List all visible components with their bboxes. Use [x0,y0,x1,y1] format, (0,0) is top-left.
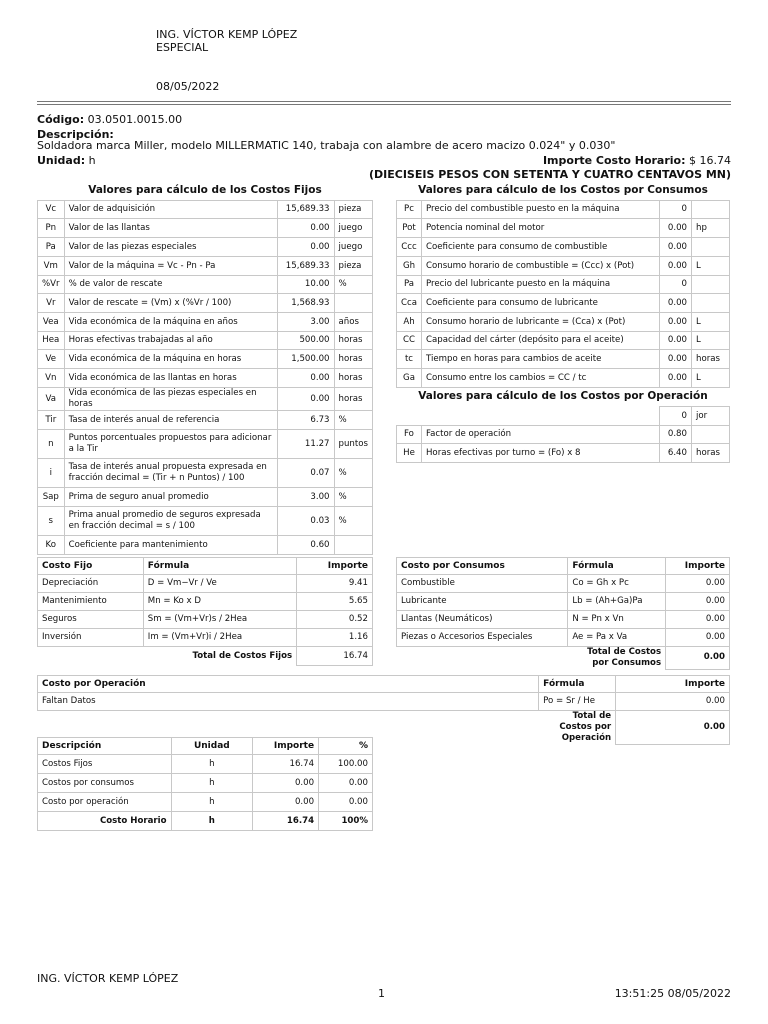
cost-formula: Lb = (Ah+Ga)Pa [568,593,666,611]
symbol: Ga [397,369,422,388]
costo-consumo-header-formula: Fórmula [568,558,666,575]
description: Consumo horario de combustible = (Ccc) x (Pot) [422,257,660,276]
cost-name: Seguros [38,611,144,629]
consumos-row [397,276,730,294]
costo_consumo-row [397,575,730,593]
header-subtitle: ESPECIAL [156,41,209,54]
value: 0.03 [277,507,334,536]
description: Potencia nominal del motor [422,219,660,238]
cost-importe: 1.16 [297,629,373,647]
resumen-pct: 100.00 [319,755,373,774]
codigo-label: Código: [37,113,85,126]
description: Valor de rescate = (Vm) x (%Vr / 100) [64,294,277,313]
operacion-row [397,426,730,444]
footer-page: 1 [378,987,385,1000]
unidad-row [37,154,96,167]
value: 6.73 [277,411,334,430]
unit: años [334,313,372,332]
resumen-total-pct: 100% [319,812,373,831]
symbol: Ah [397,313,422,332]
unit: % [334,488,372,507]
costo-consumo-header-name: Costo por Consumos [397,558,568,575]
costo-operacion-header-name: Costo por Operación [38,676,539,693]
description: Vida económica de las piezas especiales en horas [64,388,277,411]
unit [692,238,730,257]
costo_consumo-row [397,611,730,629]
value: 15,689.33 [277,201,334,219]
costo-consumo-table [396,557,730,670]
consumos-row [397,219,730,238]
costo_fijo-row [38,575,373,593]
total-label: Total de Costos por Operación [559,711,612,743]
symbol: Fo [397,426,422,444]
value: 10.00 [277,276,334,294]
symbol: tc [397,350,422,369]
resumen-importe: 16.74 [253,755,319,774]
unit: horas [334,350,372,369]
resumen-desc: Costo por operación [38,793,172,812]
cost-name: Mantenimiento [38,593,144,611]
description: Tiempo en horas para cambios de aceite [422,350,660,369]
resumen-unidad: h [171,793,253,812]
cost-formula: Mn = Ko x D [143,593,296,611]
fijos-row [38,459,373,488]
value: 0.00 [660,332,692,350]
symbol: Tir [38,411,65,430]
operacion-table [396,406,730,463]
unit [692,426,730,444]
value: 0.80 [660,426,692,444]
consumos-row [397,201,730,219]
costo_consumo-row [397,629,730,647]
description: Valor de la máquina = Vc - Pn - Pa [64,257,277,276]
unit: juego [334,219,372,238]
costo-fijo-table [37,557,373,666]
unidad-label: Unidad: [37,154,86,167]
unit: puntos [334,430,372,459]
fijos-row [38,411,373,430]
description: Capacidad del cárter (depósito para el aceite) [422,332,660,350]
importe-value: $ 16.74 [689,154,731,167]
fijos-row [38,536,373,555]
footer-company: ING. VÍCTOR KEMP LÓPEZ [37,972,179,985]
header-rule-2 [37,104,731,105]
symbol: Ccc [397,238,422,257]
unit: pieza [334,257,372,276]
header-company: ING. VÍCTOR KEMP LÓPEZ [156,28,298,41]
symbol: CC [397,332,422,350]
total-label: Total de Costos por Consumos [587,647,662,668]
codigo-row [37,113,182,126]
operacion-top-value: 0 [660,407,692,426]
cost-formula: Sm = (Vm+Vr)s / 2Hea [143,611,296,629]
value: 6.40 [660,444,692,463]
cost-formula: D = Vm−Vr / Ve [143,575,296,593]
cost-importe: 0.52 [297,611,373,629]
description: Horas efectivas por turno = (Fo) x 8 [421,444,659,463]
symbol: %Vr [38,276,65,294]
resumen-total-desc: Costo Horario [38,812,172,831]
unit: % [334,507,372,536]
descripcion-label: Descripción: [37,128,114,141]
operacion-title: Valores para cálculo de los Costos por Operación [418,390,708,402]
unit [692,294,730,313]
fijos-row [38,201,373,219]
description: Consumo horario de lubricante = (Cca) x (Pot) [422,313,660,332]
resumen-total-row [38,812,373,831]
symbol: s [38,507,65,536]
description: Coeficiente para consumo de combustible [422,238,660,257]
consumos-row [397,238,730,257]
fijos-row [38,276,373,294]
costo_fijo-row [38,611,373,629]
value: 1,568.93 [277,294,334,313]
symbol: n [38,430,65,459]
resumen-unidad: h [171,755,253,774]
fijos-title: Valores para cálculo de los Costos Fijos [88,184,322,196]
resumen-desc: Costos Fijos [38,755,172,774]
value: 0.00 [660,257,692,276]
value: 0.00 [660,350,692,369]
resumen-row [38,755,373,774]
description: Precio del lubricante puesto en la máquina [422,276,660,294]
cost-name: Piezas o Accesorios Especiales [397,629,568,647]
total-value: 16.74 [297,647,373,666]
total-value: 0.00 [616,711,730,745]
unit: horas [334,332,372,350]
importe-letra: (DIECISEIS PESOS CON SETENTA Y CUATRO CENTAVOS MN) [368,168,731,181]
description: Precio del combustible puesto en la máquina [422,201,660,219]
cost-importe: 0.00 [616,693,730,711]
symbol: Vea [38,313,65,332]
resumen-header-desc: Descripción [38,738,172,755]
unit: L [692,313,730,332]
description: Valor de adquisición [64,201,277,219]
unit: horas [334,388,372,411]
unit: L [692,332,730,350]
resumen-header-pct: % [319,738,373,755]
operacion-top-unit: jor [692,407,730,426]
fijos-row [38,507,373,536]
fijos-row [38,294,373,313]
unit: % [334,459,372,488]
fijos-row [38,219,373,238]
fijos-row [38,257,373,276]
unit [692,276,730,294]
resumen-pct: 0.00 [319,793,373,812]
description: Coeficiente para mantenimiento [64,536,277,555]
cost-formula: Im = (Vm+Vr)i / 2Hea [143,629,296,647]
costo-fijo-header-importe: Importe [297,558,373,575]
cost-importe: 0.00 [666,629,730,647]
value: 3.00 [277,313,334,332]
value: 0.00 [660,369,692,388]
unit: % [334,276,372,294]
costo-operacion-table [37,675,730,745]
cost-name: Lubricante [397,593,568,611]
consumos-row [397,294,730,313]
value: 0 [660,201,692,219]
fijos-row [38,238,373,257]
spacer [38,647,144,666]
resumen-row [38,793,373,812]
value: 0.00 [660,238,692,257]
header-rule [37,101,731,102]
consumos-row [397,313,730,332]
fijos-row [38,313,373,332]
resumen-header-importe: Importe [253,738,319,755]
fijos-table [37,200,373,555]
description: Prima de seguro anual promedio [64,488,277,507]
value: 0.00 [660,219,692,238]
unit: horas [692,444,730,463]
cost-name: Depreciación [38,575,144,593]
resumen-unidad: h [171,774,253,793]
resumen-row [38,774,373,793]
value: 0.00 [277,388,334,411]
description: Vida económica de la máquina en años [64,313,277,332]
costo-consumo-header-importe: Importe [666,558,730,575]
costo-fijo-header-formula: Fórmula [143,558,296,575]
symbol: Pn [38,219,65,238]
cost-formula: Ae = Pa x Va [568,629,666,647]
cost-formula: N = Pn x Vn [568,611,666,629]
unit: L [692,257,730,276]
value: 0.00 [660,313,692,332]
symbol: Vm [38,257,65,276]
description: % de valor de rescate [64,276,277,294]
description: Tasa de interés anual propuesta expresada en fracción decimal = (Tir + n Puntos) / 100 [64,459,277,488]
value: 11.27 [277,430,334,459]
costo_fijo-row [38,629,373,647]
total-label: Total de Costos Fijos [192,650,293,661]
unit: juego [334,238,372,257]
description: Consumo entre los cambios = CC / tc [422,369,660,388]
value: 0.07 [277,459,334,488]
resumen-header-unidad: Unidad [171,738,253,755]
value: 0.00 [277,369,334,388]
description: Puntos porcentuales propuestos para adicionar a la Tir [64,430,277,459]
value: 0 [660,276,692,294]
symbol: Vn [38,369,65,388]
symbol: Sap [38,488,65,507]
total-value: 0.00 [666,647,730,670]
unit: % [334,411,372,430]
resumen-table [37,737,373,831]
value: 3.00 [277,488,334,507]
consumos-title: Valores para cálculo de los Costos por Consumos [418,184,708,196]
symbol: Pa [397,276,422,294]
description: Horas efectivas trabajadas al año [64,332,277,350]
symbol: Vc [38,201,65,219]
fijos-row [38,488,373,507]
unit: horas [692,350,730,369]
symbol: Hea [38,332,65,350]
unit: horas [334,369,372,388]
symbol: Ve [38,350,65,369]
symbol: He [397,444,422,463]
cost-importe: 0.00 [666,611,730,629]
cost-importe: 9.41 [297,575,373,593]
cost-formula: Co = Gh x Pc [568,575,666,593]
spacer [397,647,568,670]
resumen-desc: Costos por consumos [38,774,172,793]
codigo-value: 03.0501.0015.00 [87,113,183,126]
consumos-row [397,332,730,350]
fijos-row [38,350,373,369]
header-date: 08/05/2022 [156,80,220,93]
costo-fijo-header-name: Costo Fijo [38,558,144,575]
symbol: Pot [397,219,422,238]
costo_operacion-row [38,693,730,711]
description: Vida económica de la máquina en horas [64,350,277,369]
description: Vida económica de las llantas en horas [64,369,277,388]
resumen-total-importe: 16.74 [253,812,319,831]
consumos-row [397,369,730,388]
fijos-row [38,388,373,411]
cost-name: Combustible [397,575,568,593]
costo-operacion-header-importe: Importe [616,676,730,693]
unit [692,201,730,219]
unidad-value: h [88,154,96,167]
cost-name: Llantas (Neumáticos) [397,611,568,629]
unit: L [692,369,730,388]
description: Valor de las llantas [64,219,277,238]
symbol: Vr [38,294,65,313]
cost-name: Faltan Datos [38,693,539,711]
consumos-table [396,200,730,388]
importe-label: Importe Costo Horario: [542,154,686,167]
cost-importe: 0.00 [666,593,730,611]
fijos-row [38,332,373,350]
cost-importe: 5.65 [297,593,373,611]
footer-timestamp: 13:51:25 08/05/2022 [614,987,731,1000]
resumen-importe: 0.00 [253,774,319,793]
value: 500.00 [277,332,334,350]
costo_consumo-row [397,593,730,611]
unit: hp [692,219,730,238]
symbol: Va [38,388,65,411]
consumos-row [397,257,730,276]
unit [334,294,372,313]
symbol: Pa [38,238,65,257]
cost-importe: 0.00 [666,575,730,593]
description: Valor de las piezas especiales [64,238,277,257]
description: Coeficiente para consumo de lubricante [422,294,660,313]
costo_fijo-total-row [38,647,373,666]
symbol: Ko [38,536,65,555]
costo_consumo-total-row [397,647,730,670]
description: Prima anual promedio de seguros expresada en fracción decimal = s / 100 [64,507,277,536]
value: 0.00 [277,219,334,238]
operacion-row [397,444,730,463]
unit [334,536,372,555]
symbol: i [38,459,65,488]
fijos-row [38,369,373,388]
description: Tasa de interés anual de referencia [64,411,277,430]
resumen-total-unidad: h [171,812,253,831]
fijos-row [38,430,373,459]
value: 1,500.00 [277,350,334,369]
resumen-pct: 0.00 [319,774,373,793]
importe-row [543,154,731,167]
cost-formula: Po = Sr / He [539,693,616,711]
costo-operacion-header-formula: Fórmula [539,676,616,693]
symbol: Pc [397,201,422,219]
unit: pieza [334,201,372,219]
resumen-importe: 0.00 [253,793,319,812]
symbol: Cca [397,294,422,313]
costo_fijo-row [38,593,373,611]
value: 0.00 [277,238,334,257]
value: 0.60 [277,536,334,555]
symbol: Gh [397,257,422,276]
value: 0.00 [660,294,692,313]
value: 15,689.33 [277,257,334,276]
description: Factor de operación [421,426,659,444]
cost-name: Inversión [38,629,144,647]
consumos-row [397,350,730,369]
descripcion-value: Soldadora marca Miller, modelo MILLERMATIC 140, trabaja con alambre de acero macizo 0.024" y 0.030" [37,139,616,152]
